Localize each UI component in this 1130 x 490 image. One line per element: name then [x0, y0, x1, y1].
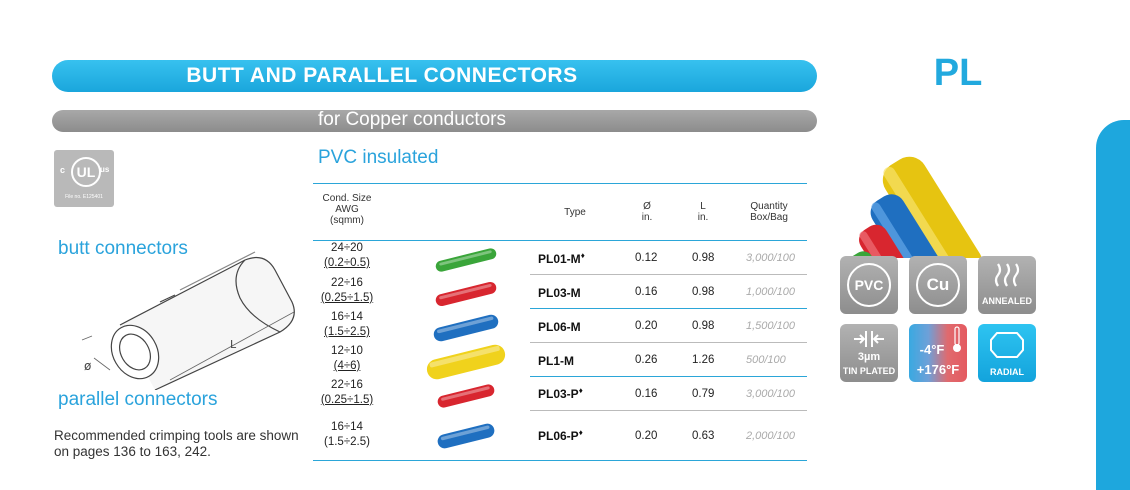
diameter-cell: 0.20: [635, 320, 658, 332]
connector-thumbnail: [436, 422, 496, 450]
pvc-icon-label: PVC: [847, 263, 891, 307]
type-code: PL03-P: [538, 387, 579, 401]
quantity-cell: 3,000/100: [746, 388, 795, 400]
connector-diagram: [80, 240, 310, 390]
header-quantity-line2: Box/Bag: [750, 212, 788, 223]
cond-sqmm: (1.5÷2.5): [324, 326, 370, 338]
header-quantity: [738, 201, 800, 223]
length-cell: 0.98: [692, 252, 715, 264]
cond-sqmm: (0.25÷1.5): [320, 292, 374, 304]
header-length-symbol: L: [700, 201, 706, 212]
pvc-icon: [840, 256, 898, 314]
product-code: PL: [933, 52, 983, 94]
cond-awg: 12÷10: [331, 345, 363, 357]
length-cell: 0.63: [692, 430, 715, 442]
type-code: PL06-P: [538, 429, 579, 443]
header-length: [688, 201, 718, 223]
type-cell: [538, 319, 581, 334]
type-mark: ♦: [580, 251, 585, 260]
radial-crimp-icon: [989, 330, 1025, 360]
cond-sqmm: (1.5÷2.5): [324, 436, 370, 448]
connector-thumbnail: [425, 343, 507, 382]
ul-file-number: File no. E125401: [65, 194, 103, 200]
header-quantity-line1: Quantity: [750, 201, 788, 212]
length-cell: 0.98: [692, 286, 715, 298]
cond-awg: 22÷16: [331, 277, 363, 289]
connector-thumbnails: [412, 240, 522, 465]
row-divider: [530, 274, 807, 275]
header-cond-line3: (sqmm): [330, 215, 364, 226]
page-subtitle: for Copper conductors: [318, 109, 506, 130]
header-type: Type: [564, 207, 586, 218]
quantity-cell: 3,000/100: [746, 252, 795, 264]
table-header-rule: [313, 240, 807, 241]
quantity-cell: 500/100: [746, 354, 786, 366]
type-mark: ♦: [578, 428, 583, 437]
row-divider: [530, 376, 807, 377]
temp-high-label: +176°F: [916, 362, 960, 377]
length-cell: 0.79: [692, 388, 715, 400]
type-cell: [538, 428, 583, 443]
header-cond-line2: AWG: [335, 204, 359, 215]
ul-logo: UL: [71, 157, 101, 187]
temperature-icon: [909, 324, 967, 382]
copper-icon-label: Cu: [916, 263, 960, 307]
cond-sqmm: (0.2÷0.5): [324, 257, 370, 269]
length-label: L: [230, 338, 237, 351]
quantity-cell: 1,500/100: [746, 320, 795, 332]
header-cond-size: [318, 193, 376, 226]
ul-certification-badge: [54, 150, 114, 207]
product-photo: [815, 98, 1095, 258]
type-cell: [538, 353, 574, 368]
connector-thumbnail: [432, 313, 499, 343]
connector-thumbnail: [436, 383, 495, 409]
type-cell: [538, 285, 581, 300]
quantity-cell: 1,000/100: [746, 286, 795, 298]
table-row-cond: [318, 344, 376, 374]
table-bottom-rule: [313, 460, 807, 461]
tin-plated-icon: [840, 324, 898, 382]
temp-low-label: -4°F: [919, 342, 945, 357]
row-divider: [530, 342, 807, 343]
table-row-cond: [318, 276, 376, 306]
copper-icon: [909, 256, 967, 314]
connector-thumbnail: [435, 247, 498, 273]
length-cell: 0.98: [692, 320, 715, 332]
butt-connectors-label: butt connectors: [58, 238, 188, 259]
annealed-icon-label: ANNEALED: [981, 296, 1032, 306]
connector-thumbnail: [434, 281, 497, 308]
cond-awg: 16÷14: [331, 311, 363, 323]
thermometer-icon: [951, 326, 963, 354]
arrows-icon: [854, 329, 884, 349]
header-diameter-symbol: Ø: [643, 201, 651, 212]
page-title: BUTT AND PARALLEL CONNECTORS: [186, 64, 578, 87]
table-row-cond: [318, 420, 376, 450]
section-title: PVC insulated: [318, 147, 439, 168]
side-tab: [1096, 120, 1130, 490]
tin-plated-label: TIN PLATED: [842, 366, 896, 376]
table-row-cond: [318, 241, 376, 271]
diameter-cell: 0.12: [635, 252, 658, 264]
type-code: PL01-M: [538, 252, 581, 266]
type-code: PL06-M: [538, 320, 581, 334]
type-code: PL1-M: [538, 354, 574, 368]
row-divider: [530, 410, 807, 411]
length-cell: 1.26: [692, 354, 715, 366]
type-code: PL03-M: [538, 286, 581, 300]
quantity-cell: 2,000/100: [746, 430, 795, 442]
cond-awg: 24÷20: [331, 242, 363, 254]
header-length-unit: in.: [697, 212, 709, 223]
table-row-cond: [318, 310, 376, 340]
table-top-rule: [313, 183, 807, 184]
header-diameter: [632, 201, 662, 223]
header-diameter-unit: in.: [641, 212, 653, 223]
crimping-note: Recommended crimping tools are shown on pages 136 to 163, 242.: [54, 428, 299, 459]
radial-icon-label: RADIAL: [990, 367, 1024, 377]
cond-sqmm: (4÷6): [333, 360, 361, 372]
diameter-label: ø: [84, 359, 92, 373]
type-cell: [538, 251, 585, 266]
cond-sqmm: (0.25÷1.5): [320, 394, 374, 406]
heat-waves-icon: [992, 262, 1022, 290]
ul-c-mark: c: [60, 165, 66, 175]
type-cell: [538, 386, 583, 401]
annealed-icon: [978, 256, 1036, 314]
parallel-connectors-label: parallel connectors: [58, 389, 218, 410]
radial-icon: [978, 324, 1036, 382]
diameter-cell: 0.26: [635, 354, 658, 366]
type-mark: ♦: [578, 386, 583, 395]
cond-awg: 22÷16: [331, 379, 363, 391]
cond-awg: 16÷14: [331, 421, 363, 433]
header-cond-line1: Cond. Size: [322, 193, 372, 204]
diameter-cell: 0.20: [635, 430, 658, 442]
table-row-cond: [318, 378, 376, 408]
tin-thickness-label: 3µm: [857, 351, 881, 363]
row-divider: [530, 308, 807, 309]
ul-us-mark: us: [100, 165, 110, 174]
diameter-cell: 0.16: [635, 388, 658, 400]
diameter-cell: 0.16: [635, 286, 658, 298]
